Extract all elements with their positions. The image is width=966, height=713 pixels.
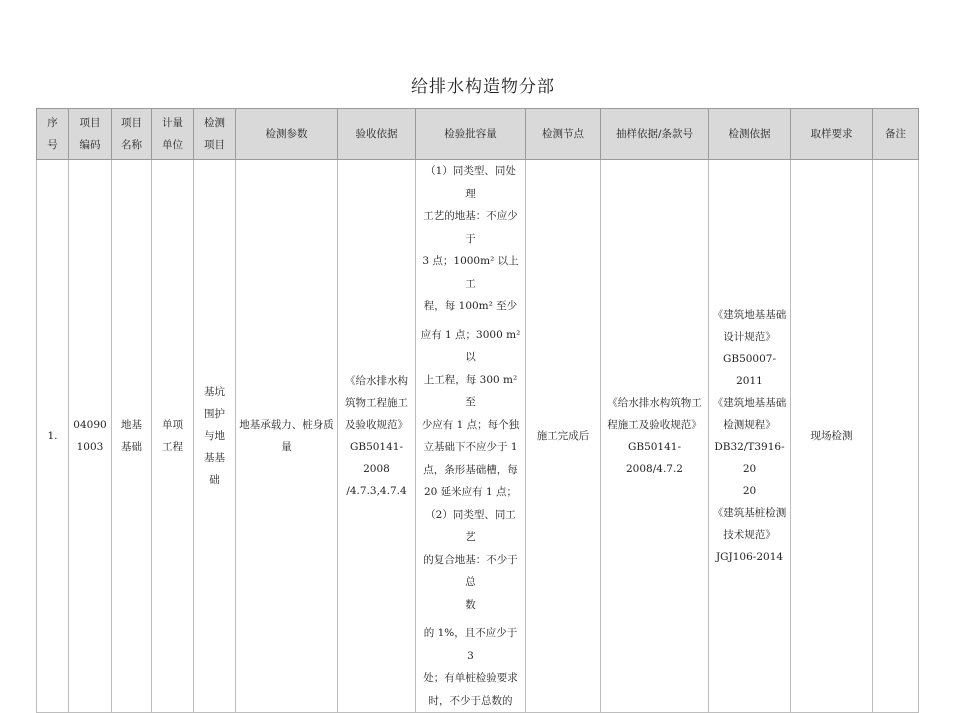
cell-param: 地基承载力、桩身质 量 [236,160,338,713]
cell-item: 基坑 围护 与地 基基 础 [194,160,236,713]
header-unit: 计量 单位 [152,109,194,160]
inspection-table [36,108,919,713]
header-lot-capacity: 检验批容量 [416,109,526,160]
header-item: 检测 项目 [194,109,236,160]
cell-lot-capacity [416,160,526,713]
cell-sampling: 《给水排水构筑物工 程施工及验收规范》 GB50141-2008/4.7.2 [601,160,709,713]
cell-acceptance: 《给水排水构 筑物工程施工 及验收规范》 GB50141-2008 /4.7.3,4.7.4 [338,160,416,713]
lot-capacity-para-4: 的 1%，且不应少于 3 处；有单桩检验要求 时，不少于总数的 [423,627,518,707]
header-sampling: 抽样依据/条款号 [601,109,709,160]
lot-capacity-para-1: （1）同类型、同处理 工艺的地基：不应少于 3 点；1000m² 以上工 程，每 100m² 至少 [422,165,519,312]
cell-sample-req: 现场检测 [791,160,873,713]
cell-unit: 单项 工程 [152,160,194,713]
header-sample-req: 取样要求 [791,109,873,160]
header-seq: 序 号 [37,109,69,160]
header-basis: 检测依据 [709,109,791,160]
cell-code: 04090 1003 [69,160,112,713]
lot-capacity-para-2: 应有 1 点；3000 m² 以 上工程，每 300 m² 至 少应有 1 点；每个独 立基础下不应少于 1 点，条形基础槽，每 20 延米应有 1 点； [420,328,521,498]
cell-name: 地基 基础 [112,160,152,713]
cell-node: 施工完成后 [526,160,601,713]
cell-seq: 1. [37,160,69,713]
header-param: 检测参数 [236,109,338,160]
cell-remark [873,160,919,713]
table-row [37,160,919,713]
header-code: 项目 编码 [69,109,112,160]
header-name: 项目 名称 [112,109,152,160]
lot-capacity-para-3: （2）同类型、同工艺 的复合地基：不少于总 数 [423,508,518,611]
table-header-row [37,109,919,160]
header-acceptance: 验收依据 [338,109,416,160]
header-remark: 备注 [873,109,919,160]
page-title: 给排水构造物分部 [411,77,555,97]
header-node: 检测节点 [526,109,601,160]
cell-basis: 《建筑地基基础 设计规范》 GB50007-2011 《建筑地基基础 检测规程》 DB32/T3916-20 20 《建筑基桩检测 技术规范》 JGJ106-2014 [709,160,791,713]
